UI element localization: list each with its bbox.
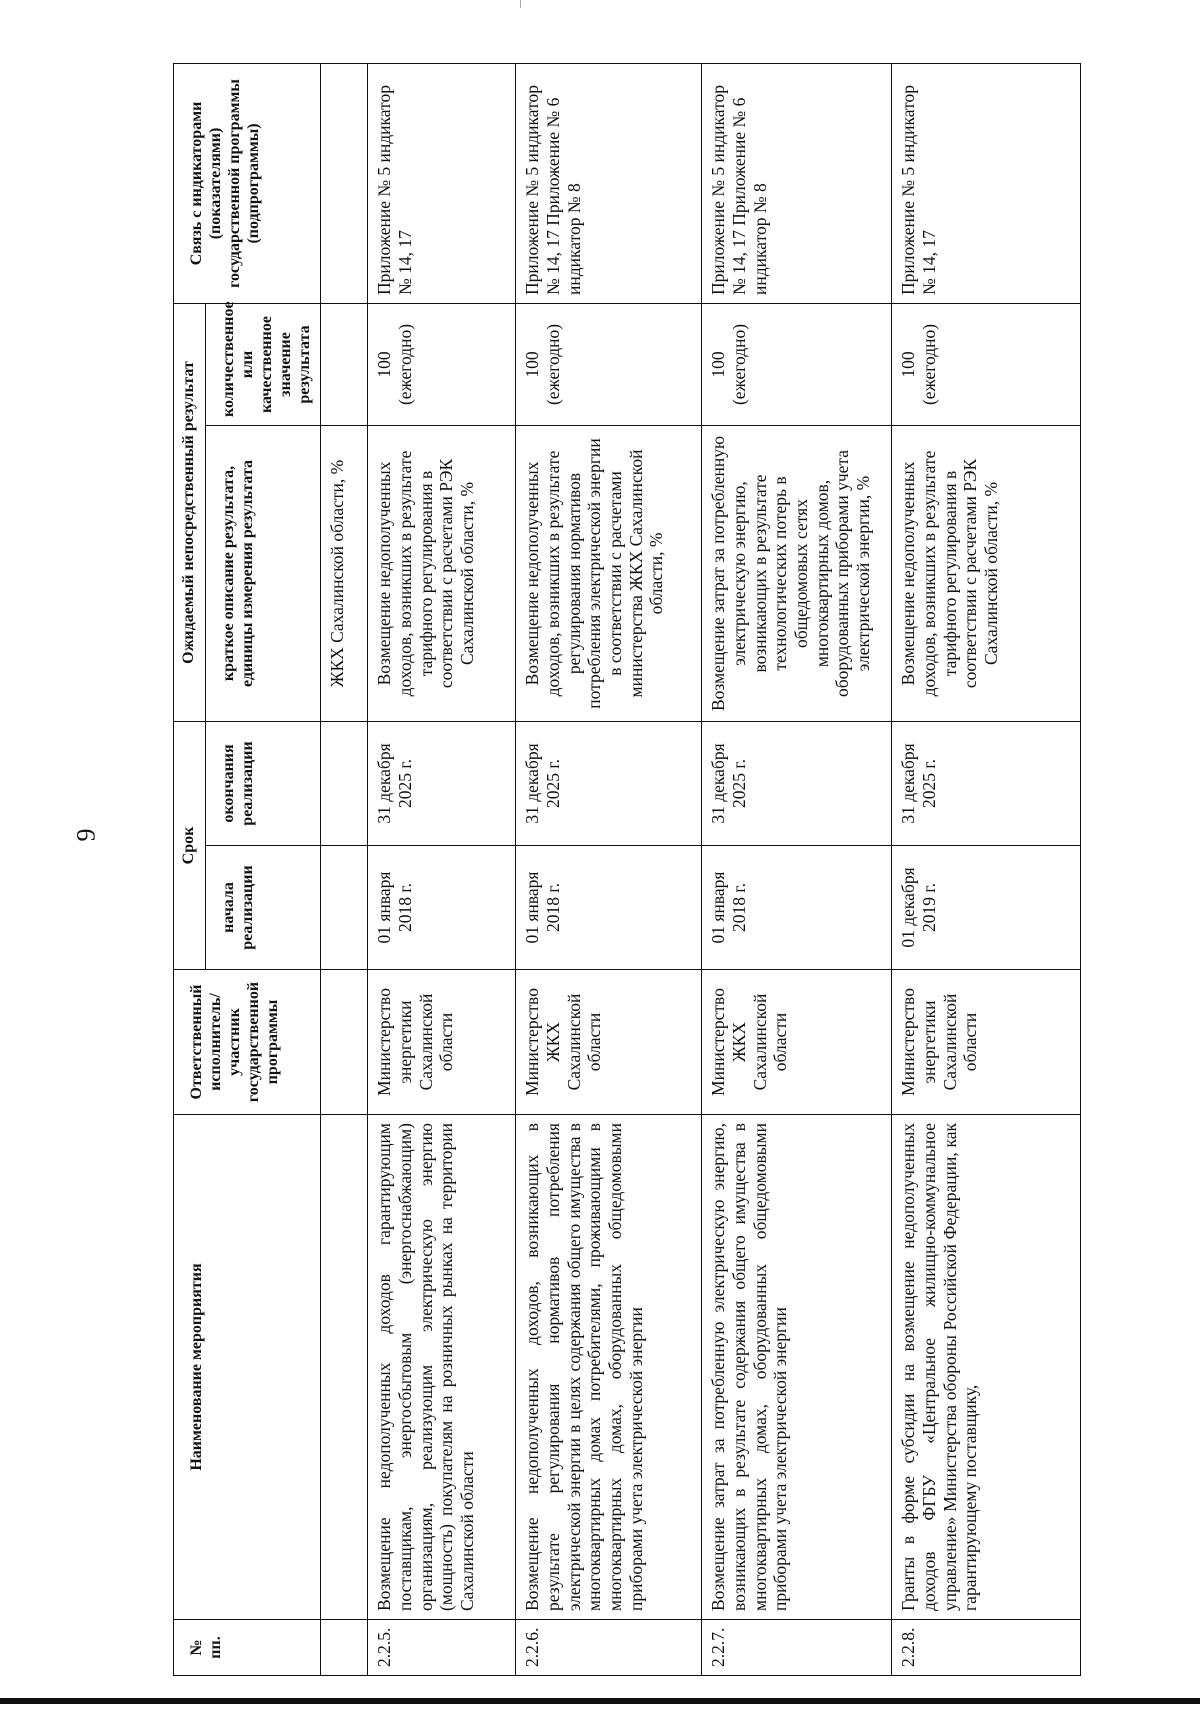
header-result: Ожидаемый непосредственный результат (174, 303, 206, 721)
row-end: 31 декабря 2025 г. (892, 721, 1081, 845)
row-result-desc: Возмещение недополученных доходов, возникших в результате тарифного регулирования в соответствии с расчетами РЭК Сахалинской области, % (368, 425, 516, 721)
row-responsible: Министерство энергетики Сахалинской области (368, 970, 516, 1115)
table-row (368, 63, 516, 1675)
row-start: 01 января 2018 г. (368, 846, 516, 970)
row-responsible: Министерство ЖКХ Сахалинской области (516, 970, 702, 1115)
row-start: 01 января 2018 г. (702, 846, 892, 970)
cell-empty (321, 1620, 368, 1676)
row-responsible: Министерство энергетики Сахалинской области (892, 970, 1081, 1115)
row-num: 2.2.8. (892, 1620, 1081, 1676)
cell-empty (321, 63, 368, 303)
header-name: Наименование мероприятия (174, 1115, 321, 1620)
row-link: Приложение № 5 индикатор № 14, 17 Приложение № 6 индикатор № 8 (516, 63, 702, 303)
header-term-start: начала реализации (206, 846, 321, 970)
row-name: Возмещение недополученных доходов гарантирующим поставщикам, энергосбытовым (энергоснабжающим) организациям, реализующим электрическую энергию (мощность) покупателям на розничных рынках на территории Сахалинской области (368, 1115, 516, 1620)
row-start: 01 декабря 2019 г. (892, 846, 1081, 970)
row-result-desc: Возмещение недополученных доходов, возникших в результате регулирования нормативов потребления электрической энергии в соответствии с расчетами министерства ЖКХ Сахалинской области, % (516, 425, 702, 721)
row-result-value: 100 (ежегодно) (702, 303, 892, 425)
row-name: Возмещение недополученных доходов, возникающих в результате регулирования нормативов потребления электрической энергии в целях содержания общего имущества в многоквартирных домах потребителями, проживающими в многоквартирных домах, оборудованных общедомовыми приборами учета электрической энергии (516, 1115, 702, 1620)
row-link: Приложение № 5 индикатор № 14, 17 (892, 63, 1081, 303)
row-result-value: 100 (ежегодно) (516, 303, 702, 425)
row-link: Приложение № 5 индикатор № 14, 17 Приложение № 6 индикатор № 8 (702, 63, 892, 303)
header-responsible: Ответственный исполнитель/ участник государственной программы (174, 970, 321, 1115)
table-row (516, 63, 702, 1675)
continuation-row (321, 63, 368, 1675)
row-num: 2.2.5. (368, 1620, 516, 1676)
header-term: Срок (174, 721, 206, 969)
cell-empty (321, 721, 368, 845)
measures-table (173, 63, 1081, 1676)
header-num-text: № пп. (188, 1636, 224, 1659)
row-num: 2.2.7. (702, 1620, 892, 1676)
row-result-desc: Возмещение затрат за потребленную электрическую энергию, возникающих в результате технологических потерь в общедомовых сетях многоквартирных домов, оборудованных приборами учета электрической энергии, % (702, 425, 892, 721)
row-result-desc: Возмещение недополученных доходов, возникших в результате тарифного регулирования в соответствии с расчетами РЭК Сахалинской области, % (892, 425, 1081, 721)
row-end: 31 декабря 2025 г. (368, 721, 516, 845)
row-start: 01 января 2018 г. (516, 846, 702, 970)
scan-mark (520, 0, 521, 8)
row-result-value: 100 (ежегодно) (892, 303, 1081, 425)
cell-empty (321, 1115, 368, 1620)
header-result-value: количественное или качественное значение результата (206, 303, 321, 425)
continuation-result-desc: ЖКХ Сахалинской области, % (321, 425, 368, 721)
cell-empty (321, 846, 368, 970)
row-name: Возмещение затрат за потребленную электрическую энергию, возникающих в результате содержания общего имущества в многоквартирных домах, оборудованных общедомовыми приборами учета электрической энергии (702, 1115, 892, 1620)
row-link: Приложение № 5 индикатор № 14, 17 (368, 63, 516, 303)
page-number: 9 (71, 828, 101, 842)
table-row (702, 63, 892, 1675)
row-end: 31 декабря 2025 г. (516, 721, 702, 845)
row-responsible: Министерство ЖКХ Сахалинской области (702, 970, 892, 1115)
table-row (892, 63, 1081, 1675)
cell-empty (321, 303, 368, 425)
row-name: Гранты в форме субсидии на возмещение недополученных доходов ФГБУ «Центральное жилищно-коммунальное управление» Министерства обороны Российской Федерации, как гарантирующему поставщику, (892, 1115, 1081, 1620)
header-num (174, 1620, 321, 1676)
header-link: Связь с индикаторами (показателями) государственной программы (подпрограммы) (174, 63, 321, 303)
row-result-value: 100 (ежегодно) (368, 303, 516, 425)
header-term-end: окончания реализации (206, 721, 321, 845)
header-result-desc: краткое описание результата, единицы измерения результата (206, 425, 321, 721)
rotated-table-container (173, 64, 1081, 1676)
row-num: 2.2.6. (516, 1620, 702, 1676)
scan-edge (0, 1698, 1200, 1704)
cell-empty (321, 970, 368, 1115)
row-end: 31 декабря 2025 г. (702, 721, 892, 845)
